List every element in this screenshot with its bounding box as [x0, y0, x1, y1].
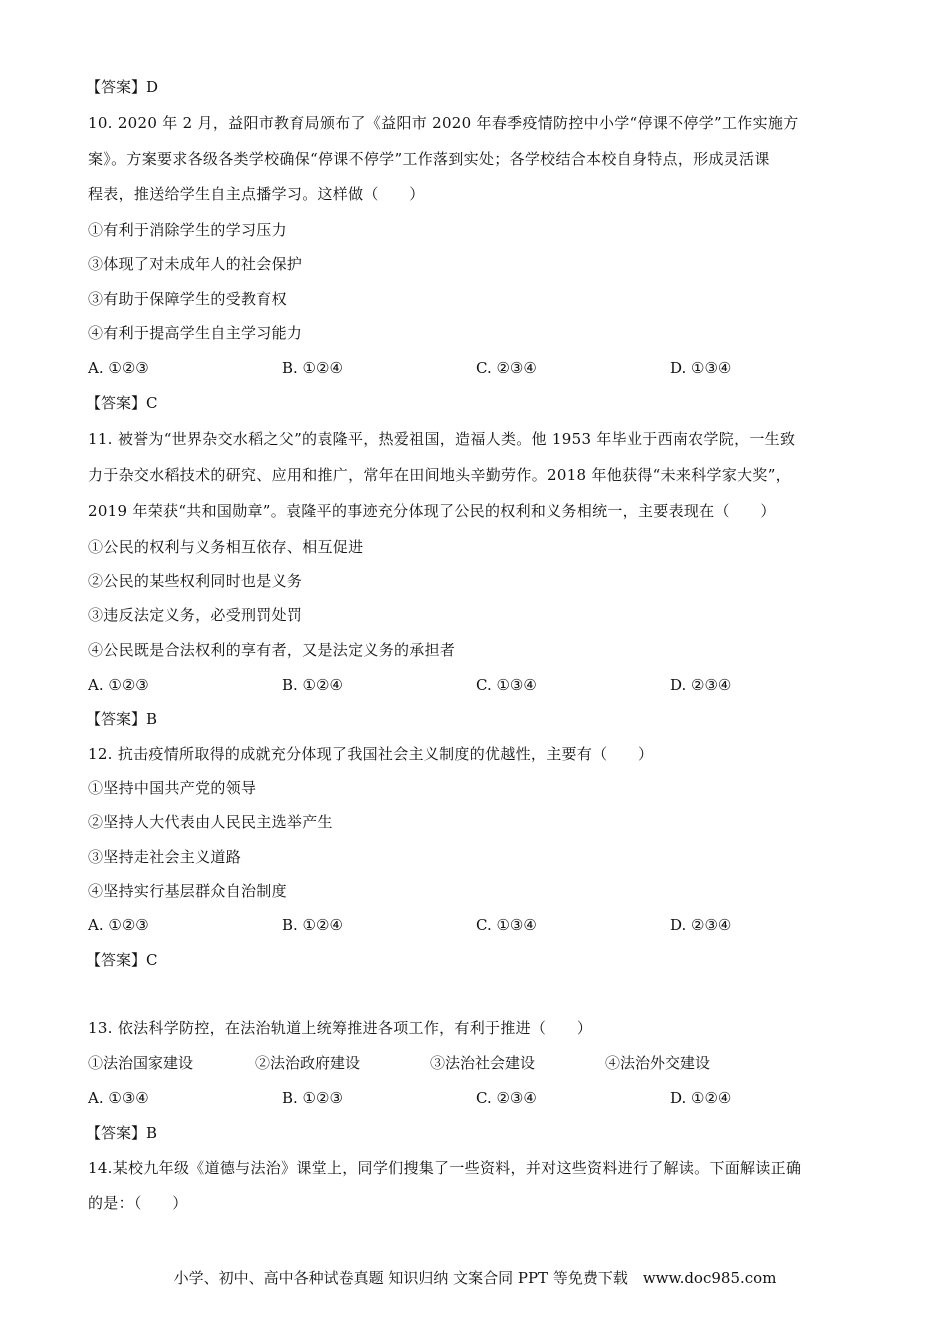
q12-option-a: A. ①②③ — [88, 916, 149, 934]
q13-item-3: ③法治社会建设 — [430, 1054, 536, 1072]
q11-item-4: ④公民既是合法权利的享有者，又是法定义务的承担者 — [88, 641, 456, 659]
q10-stem-line-2: 案》。方案要求各级各类学校确保“停课不停学”工作落到实处；各学校结合本校自身特点，形成灵活课 — [88, 150, 770, 168]
q13-option-d: D. ①②④ — [670, 1089, 732, 1107]
q14-stem-line-1: 14.某校九年级《道德与法治》课堂上，同学们搜集了一些资料，并对这些资料进行了解读。下面解读正确 — [88, 1159, 802, 1177]
q10-option-b: B. ①②④ — [282, 359, 343, 377]
q11-stem-line-2: 力于杂交水稻技术的研究、应用和推广，常年在田间地头辛勤劳作。2018 年他获得“未来科学家大奖”， — [88, 466, 791, 484]
q10-option-c: C. ②③④ — [476, 359, 537, 377]
q10-options — [88, 358, 868, 378]
q11-item-2: ②公民的某些权利同时也是义务 — [88, 572, 303, 590]
q10-item-2: ③体现了对未成年人的社会保护 — [88, 255, 303, 273]
q12-stem-line-1: 12. 抗击疫情所取得的成就充分体现了我国社会主义制度的优越性，主要有（ ） — [88, 745, 654, 763]
q11-option-d: D. ②③④ — [670, 676, 732, 694]
q10-stem-line-3: 程表，推送给学生自主点播学习。这样做（ ） — [88, 185, 425, 203]
q11-stem-line-1: 11. 被誉为“世界杂交水稻之父”的袁隆平，热爱祖国，造福人类。他 1953 年毕业于西南农学院，一生致 — [88, 430, 796, 448]
q12-item-1: ①坚持中国共产党的领导 — [88, 779, 257, 797]
q12-item-2: ②坚持人大代表由人民民主选举产生 — [88, 813, 333, 831]
q11-options — [88, 675, 868, 695]
q10-item-4: ④有利于提高学生自主学习能力 — [88, 324, 303, 342]
q11-option-a: A. ①②③ — [88, 676, 149, 694]
q10-option-a: A. ①②③ — [88, 359, 149, 377]
q10-option-d: D. ①③④ — [670, 359, 732, 377]
q13-item-2: ②法治政府建设 — [255, 1054, 361, 1072]
q11-stem-line-3: 2019 年荣获“共和国勋章”。袁隆平的事迹充分体现了公民的权利和义务相统一，主要表现在（ ） — [88, 502, 776, 520]
q13-item-1: ①法治国家建设 — [88, 1054, 194, 1072]
q11-item-3: ③违反法定义务，必受刑罚处罚 — [88, 606, 303, 624]
q12-option-d: D. ②③④ — [670, 916, 732, 934]
q12-option-b: B. ①②④ — [282, 916, 343, 934]
q11-option-b: B. ①②④ — [282, 676, 343, 694]
answer-q10: 【答案】C — [86, 394, 158, 412]
q13-option-b: B. ①②③ — [282, 1089, 343, 1107]
answer-q11: 【答案】B — [86, 710, 158, 728]
q10-item-3: ③有助于保障学生的受教育权 — [88, 290, 287, 308]
q10-item-1: ①有利于消除学生的学习压力 — [88, 221, 287, 239]
q12-options — [88, 915, 868, 935]
q13-item-4: ④法治外交建设 — [605, 1054, 711, 1072]
q12-item-4: ④坚持实行基层群众自治制度 — [88, 882, 287, 900]
page-footer: 小学、初中、高中各种试卷真题 知识归纳 文案合同 PPT 等免费下载 www.doc985.com — [173, 1269, 777, 1287]
q10-stem-line-1: 10. 2020 年 2 月，益阳市教育局颁布了《益阳市 2020 年春季疫情防控中小学“停课不停学”工作实施方 — [88, 114, 799, 132]
q13-options — [88, 1088, 868, 1108]
q13-option-a: A. ①③④ — [88, 1089, 149, 1107]
q13-option-c: C. ②③④ — [476, 1089, 537, 1107]
q11-item-1: ①公民的权利与义务相互依存、相互促进 — [88, 538, 364, 556]
q11-option-c: C. ①③④ — [476, 676, 537, 694]
q14-stem-line-2: 的是：（ ） — [88, 1194, 188, 1212]
answer-q13: 【答案】B — [86, 1124, 158, 1142]
q13-items — [88, 1053, 868, 1073]
q12-item-3: ③坚持走社会主义道路 — [88, 848, 242, 866]
q13-stem-line-1: 13. 依法科学防控，在法治轨道上统筹推进各项工作，有利于推进（ ） — [88, 1019, 593, 1037]
answer-q9: 【答案】D — [86, 78, 159, 96]
q12-option-c: C. ①③④ — [476, 916, 537, 934]
answer-q12: 【答案】C — [86, 951, 158, 969]
